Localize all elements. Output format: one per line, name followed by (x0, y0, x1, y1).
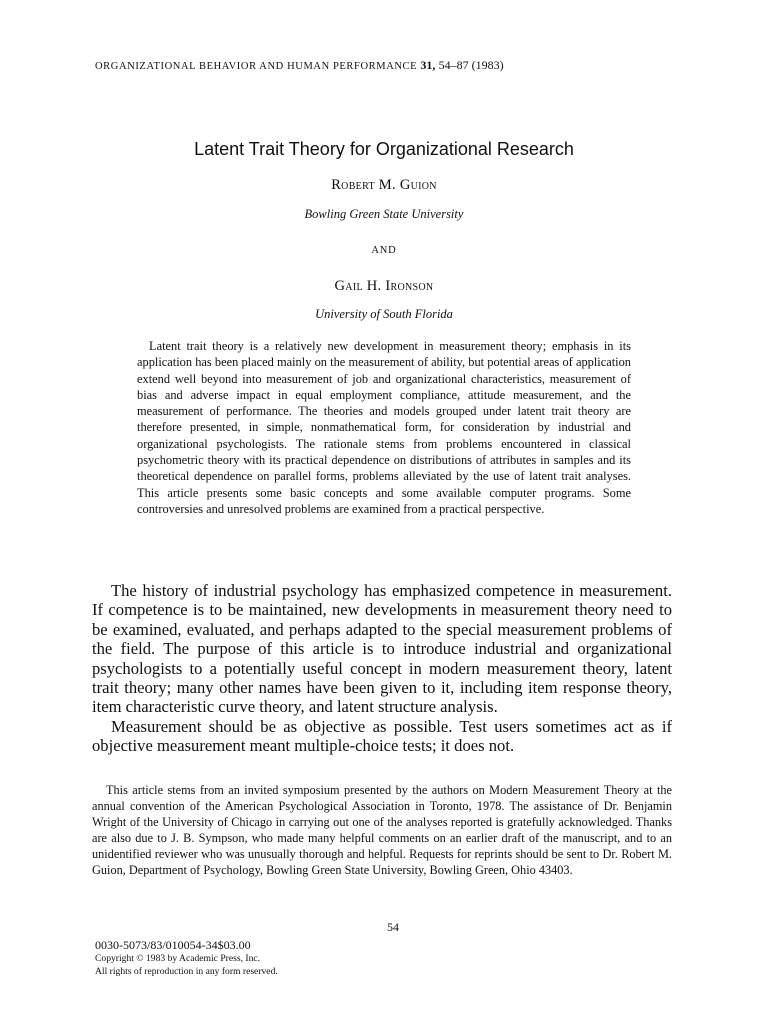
author-name-2: Gail H. Ironson (334, 278, 434, 294)
footnote: This article stems from an invited symposium presented by the authors on Modern Measurement Theory at the annual convention of the American Psychological Association in Toronto, 1978. The assistance of Dr. Benjamin Wright of the University of Chicago in carrying out one of the analyses reported is gratefully acknowledged. Thanks are also due to J. B. Sympson, who made many helpful comments on an earlier draft of the manuscript, and to an unidentified reviewer who was unusually thorough and helpful. Requests for reprints should be sent to Dr. Robert M. Guion, Department of Psychology, Bowling Green State University, Bowling Green, Ohio 43403. (92, 783, 672, 878)
and-separator: AND (371, 245, 397, 256)
author-affiliation-2: University of South Florida (315, 307, 453, 321)
author-name-1: Robert M. Guion (331, 177, 437, 193)
author-affiliation-1: Bowling Green State University (304, 207, 464, 221)
page-number: 54 (387, 920, 399, 934)
body-text (92, 581, 672, 756)
journal-pages-year: 54–87 (1983) (438, 58, 504, 72)
journal-name: ORGANIZATIONAL BEHAVIOR AND HUMAN PERFORMANCE (95, 61, 418, 72)
copyright-line: Copyright © 1983 by Academic Press, Inc. (95, 953, 261, 964)
article-title: Latent Trait Theory for Organizational Research (194, 139, 574, 159)
rights-line: All rights of reproduction in any form reserved. (95, 966, 278, 977)
body-paragraph: The history of industrial psychology has emphasized competence in measurement. If competence is to be maintained, new developments in measurement theory need to be examined, evaluated, and perhaps adapted to the special measurement problems of the field. The purpose of this article is to introduce industrial and organizational psychologists to a potentially useful concept in modern measurement theory, latent trait theory; many other names have been given to it, including item response theory, item characteristic curve theory, and latent structure analysis. (92, 581, 672, 717)
journal-volume: 31, (420, 58, 436, 72)
copyright-notice (95, 952, 278, 978)
issn-code: 0030-5073/83/010054-34$03.00 (95, 938, 251, 952)
abstract: Latent trait theory is a relatively new development in measurement theory; emphasis in its application has been placed mainly on the measurement of ability, but potential areas of application extend well beyond into measurement of job and organizational characteristics, measurement of bias and adverse impact in equal employment compliance, attitude measurement, and the measurement of performance. The theories and models grouped under latent trait theory are therefore presented, in simple, nonmathematical form, for consideration by industrial and organizational psychologists. The rationale stems from problems encountered in classical psychometric theory with its practical dependence on distributions of attributes in samples and its theoretical dependence on parallel forms, problems alleviated by the use of latent trait analyses. This article presents some basic concepts and some available computer programs. Some controversies and unresolved problems are examined from a practical perspective. (137, 339, 631, 516)
body-paragraph: Measurement should be as objective as possible. Test users sometimes act as if objective measurement meant multiple-choice tests; it does not. (92, 716, 672, 756)
journal-header (95, 58, 504, 73)
